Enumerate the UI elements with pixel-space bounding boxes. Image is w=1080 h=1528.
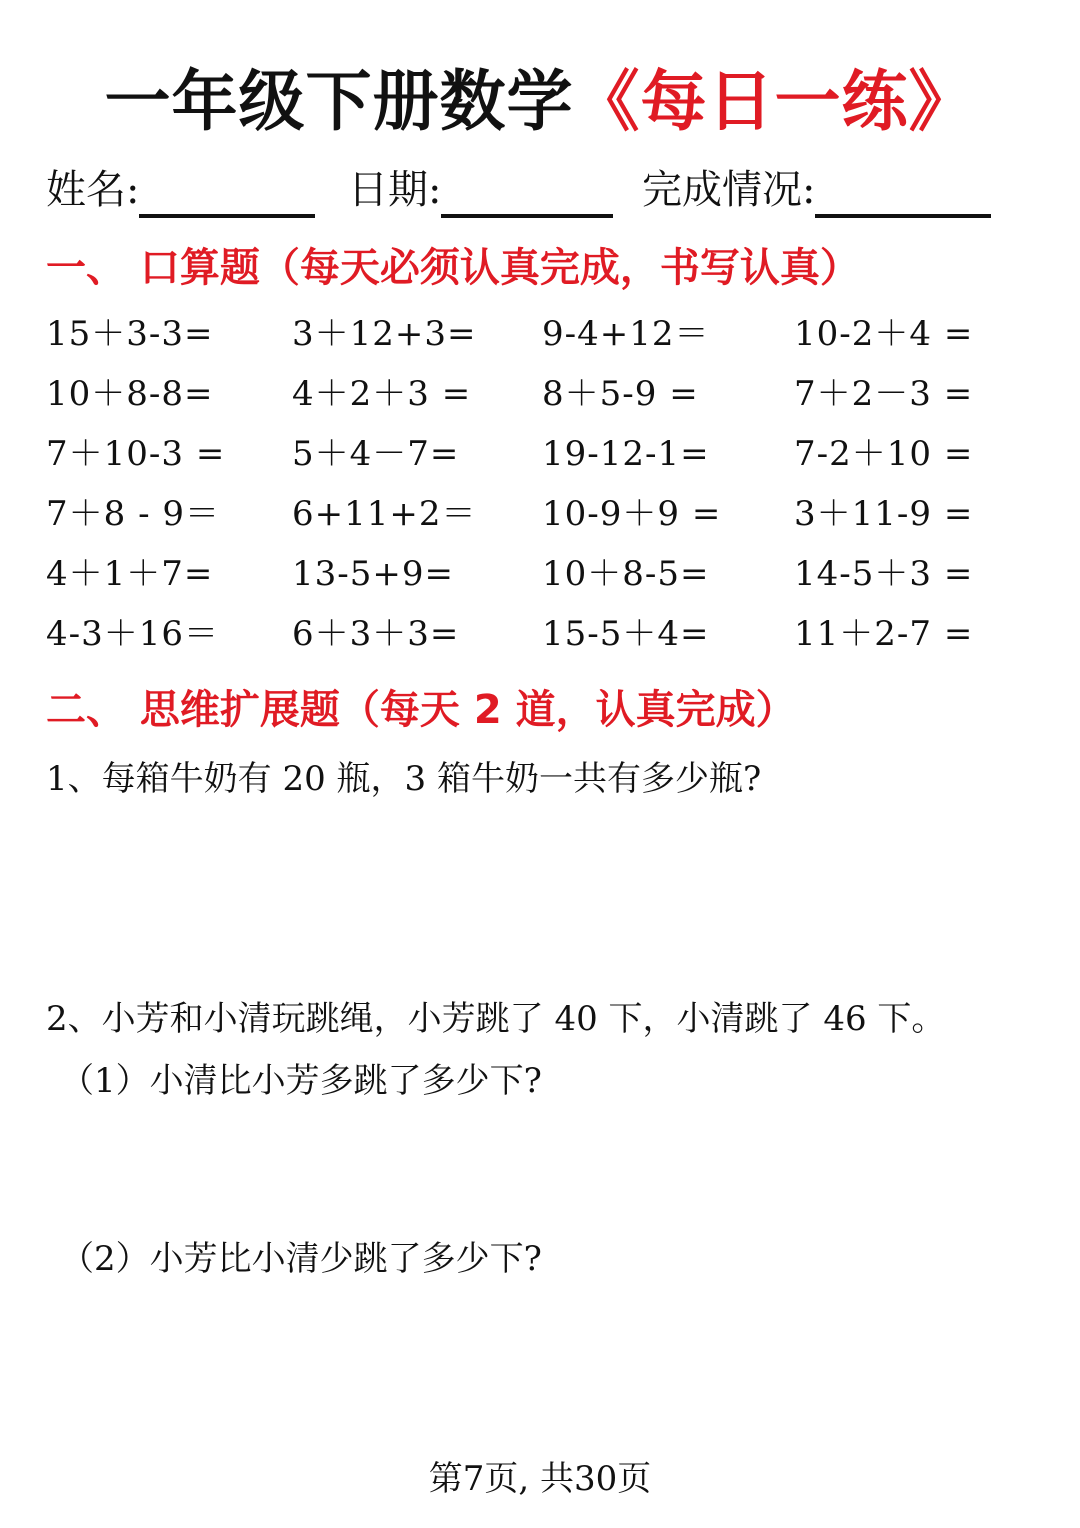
word-problem-1: 1、每箱牛奶有 20 瓶，3 箱牛奶一共有多少瓶?	[46, 759, 762, 799]
date-label: 日期:	[348, 167, 442, 213]
name-field	[46, 162, 315, 218]
arithmetic-problem: 7＋2－3 =	[794, 374, 974, 414]
arithmetic-problem: 14-5＋3 =	[794, 554, 974, 594]
name-label: 姓名:	[46, 167, 140, 213]
arithmetic-row	[46, 366, 1026, 426]
student-info-row	[46, 162, 1016, 222]
status-blank[interactable]	[815, 170, 991, 218]
arithmetic-problem: 15＋3-3=	[46, 314, 214, 354]
arithmetic-problem: 7-2＋10 =	[794, 434, 974, 474]
arithmetic-problem: 6+11+2＝	[292, 494, 477, 534]
section1-heading: 一、 口算题（每天必须认真完成，书写认真）	[46, 245, 860, 291]
arithmetic-row	[46, 306, 1026, 366]
arithmetic-row	[46, 606, 1026, 666]
arithmetic-problem: 4＋2＋3 =	[292, 374, 472, 414]
page-title	[0, 62, 1080, 142]
status-label: 完成情况:	[642, 167, 816, 213]
arithmetic-problem: 10＋8-8=	[46, 374, 214, 414]
section2-heading: 二、 思维扩展题（每天 2 道，认真完成）	[46, 687, 796, 733]
arithmetic-row	[46, 546, 1026, 606]
arithmetic-problem: 10＋8-5=	[542, 554, 710, 594]
word-problem-2-part-1: （1）小清比小芳多跳了多少下?	[60, 1061, 542, 1101]
date-blank[interactable]	[441, 170, 613, 218]
arithmetic-problem: 7＋10-3 =	[46, 434, 226, 474]
arithmetic-problem: 3＋11-9 =	[794, 494, 974, 534]
arithmetic-problem: 15-5＋4=	[542, 614, 710, 654]
arithmetic-problem: 10-9＋9 =	[542, 494, 722, 534]
name-blank[interactable]	[139, 170, 315, 218]
arithmetic-problem: 6＋3＋3=	[292, 614, 460, 654]
status-field	[642, 162, 991, 218]
title-main: 一年级下册数学	[104, 63, 574, 140]
arithmetic-grid	[46, 306, 1026, 666]
arithmetic-problem: 4＋1＋7=	[46, 554, 214, 594]
arithmetic-problem: 7＋8 - 9＝	[46, 494, 220, 534]
arithmetic-problem: 11＋2-7 =	[794, 614, 974, 654]
word-problem-2-part-2: （2）小芳比小清少跳了多少下?	[60, 1239, 542, 1279]
arithmetic-problem: 4-3＋16＝	[46, 614, 220, 654]
arithmetic-problem: 5＋4－7=	[292, 434, 460, 474]
arithmetic-problem: 8＋5-9 =	[542, 374, 699, 414]
arithmetic-problem: 10-2＋4 =	[794, 314, 974, 354]
arithmetic-row	[46, 486, 1026, 546]
arithmetic-problem: 13-5+9=	[292, 554, 454, 594]
word-problem-2: 2、小芳和小清玩跳绳，小芳跳了 40 下，小清跳了 46 下。	[46, 999, 946, 1039]
arithmetic-row	[46, 426, 1026, 486]
arithmetic-problem: 3＋12+3=	[292, 314, 477, 354]
page-number: 第7页, 共30页	[428, 1459, 652, 1499]
title-accent: 《每日一练》	[573, 63, 976, 140]
arithmetic-problem: 9-4+12＝	[542, 314, 710, 354]
arithmetic-problem: 19-12-1=	[542, 434, 710, 474]
date-field	[348, 162, 613, 218]
